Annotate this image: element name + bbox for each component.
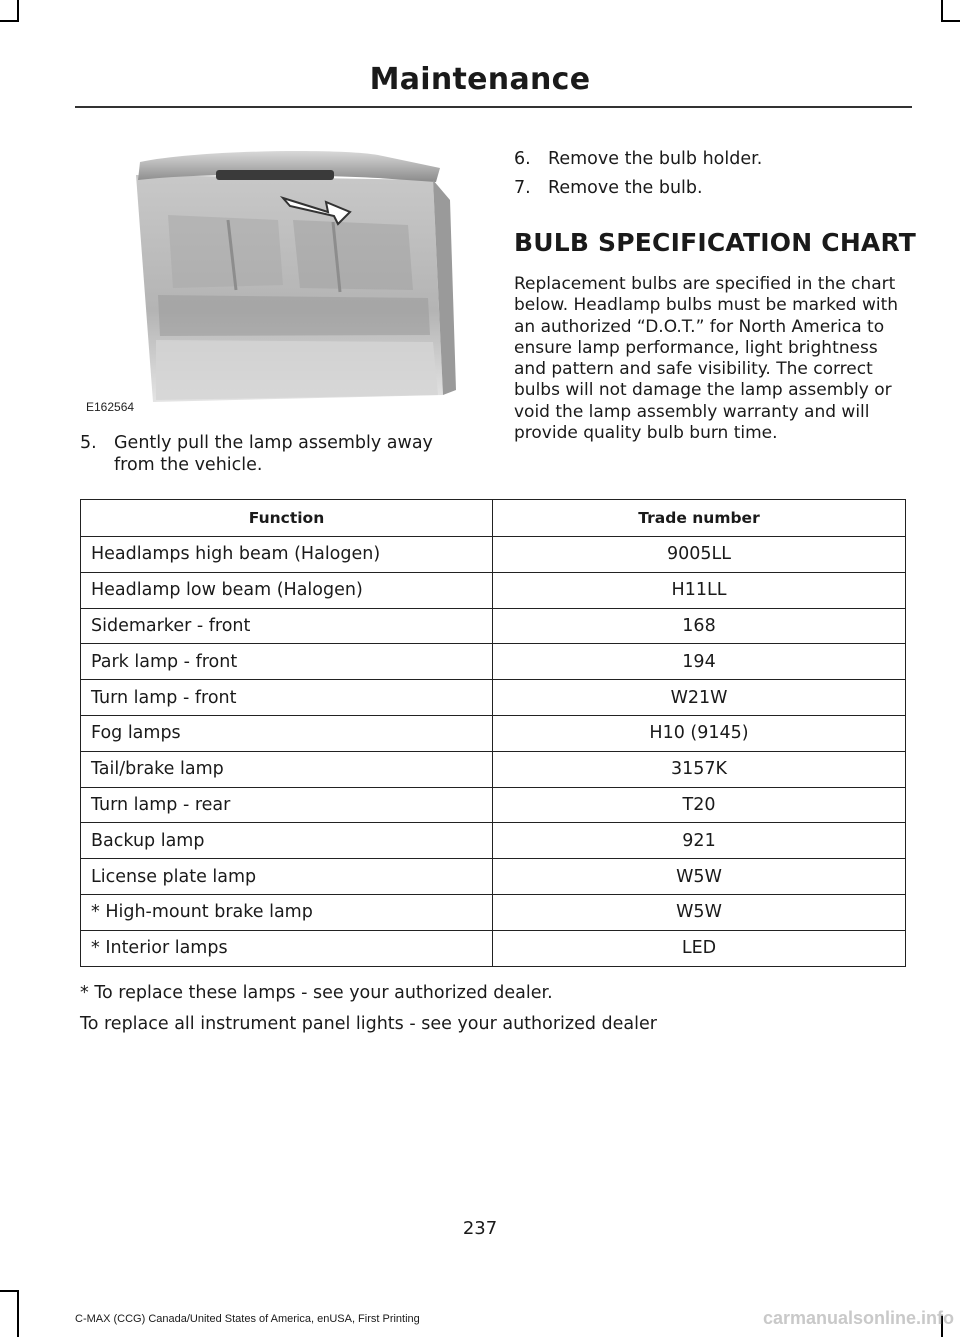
table-row [81, 859, 906, 895]
table-row [81, 894, 906, 930]
cell-function: Turn lamp - rear [81, 787, 493, 823]
cell-trade-number: H11LL [493, 572, 906, 608]
cell-trade-number: 3157K [493, 751, 906, 787]
instrument-panel-note: To replace all instrument panel lights - see your authorized dealer [80, 1014, 657, 1034]
page-title: Maintenance [369, 62, 591, 97]
cell-trade-number: 168 [493, 608, 906, 644]
figure-code: E162564 [86, 400, 135, 414]
crop-mark [0, 1290, 19, 1292]
step-6 [514, 148, 908, 172]
cell-trade-number: W21W [493, 680, 906, 716]
header-divider [75, 106, 912, 108]
crop-mark [941, 20, 960, 22]
cell-function: * Interior lamps [81, 930, 493, 966]
table-row [81, 787, 906, 823]
cell-function: Tail/brake lamp [81, 751, 493, 787]
section-heading: BULB SPECIFICATION CHART [514, 228, 917, 257]
cell-function: Turn lamp - front [81, 680, 493, 716]
table-row [81, 608, 906, 644]
cell-trade-number: H10 (9145) [493, 715, 906, 751]
cell-trade-number: 921 [493, 823, 906, 859]
step-text: Remove the bulb. [548, 178, 703, 198]
cell-function: Fog lamps [81, 715, 493, 751]
column-header-function: Function [81, 500, 493, 537]
table-row [81, 680, 906, 716]
cell-function: Sidemarker - front [81, 608, 493, 644]
table-row [81, 930, 906, 966]
cell-trade-number: W5W [493, 894, 906, 930]
step-text-line-2: from the vehicle. [114, 455, 263, 475]
cell-function: Backup lamp [81, 823, 493, 859]
liftgate-illustration [78, 120, 468, 420]
cell-trade-number: W5W [493, 859, 906, 895]
crop-mark [17, 0, 19, 22]
step-number: 6. [514, 149, 531, 169]
step-text: Remove the bulb holder. [548, 149, 763, 169]
step-number: 7. [514, 178, 531, 198]
bulb-specification-table [80, 499, 906, 967]
table-row [81, 572, 906, 608]
table-row [81, 751, 906, 787]
crop-mark [17, 1290, 19, 1337]
table-row [81, 644, 906, 680]
cell-trade-number: 194 [493, 644, 906, 680]
step-number: 5. [80, 433, 97, 453]
step-5 [80, 432, 470, 478]
watermark: carmanualsonline.info [762, 1308, 954, 1328]
cell-function: License plate lamp [81, 859, 493, 895]
edition-footer: C-MAX (CCG) Canada/United States of America, enUSA, First Printing [75, 1313, 420, 1325]
table-row [81, 715, 906, 751]
table-row [81, 823, 906, 859]
liftgate-drawing [78, 120, 468, 420]
dealer-note: * To replace these lamps - see your authorized dealer. [80, 983, 553, 1003]
table-row [81, 537, 906, 573]
step-text-line-1: Gently pull the lamp assembly away [114, 433, 433, 453]
crop-mark [0, 20, 19, 22]
cell-function: Headlamps high beam (Halogen) [81, 537, 493, 573]
cell-function: Park lamp - front [81, 644, 493, 680]
column-header-trade-number: Trade number [493, 500, 906, 537]
table-header-row [81, 500, 906, 537]
cell-function: Headlamp low beam (Halogen) [81, 572, 493, 608]
cell-trade-number: T20 [493, 787, 906, 823]
page-number: 237 [462, 1218, 498, 1239]
cell-function: * High-mount brake lamp [81, 894, 493, 930]
cell-trade-number: 9005LL [493, 537, 906, 573]
step-7 [514, 177, 908, 201]
cell-trade-number: LED [493, 930, 906, 966]
section-intro: Replacement bulbs are specified in the chart below. Headlamp bulbs must be marked with an authorized “D.O.T.” for North America to ensure lamp performance, light brightness and pattern and safe visibility. The correct bulbs will not damage the lamp assembly or void the lamp assembly warranty and will provide quality bulb burn time. [514, 274, 899, 444]
crop-mark [941, 0, 943, 22]
